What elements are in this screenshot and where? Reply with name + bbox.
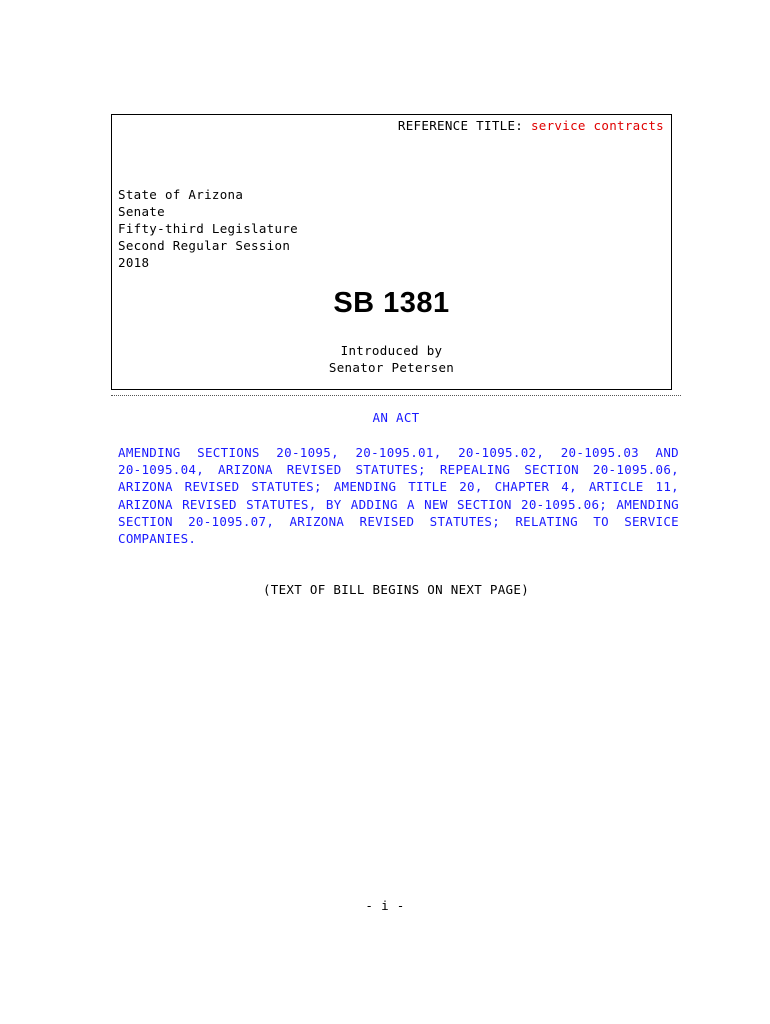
act-line: AMENDING SECTIONS 20-1095, 20-1095.01, 20-1095.02, 20-1095.03 AND: [118, 445, 679, 460]
session-name: Second Regular Session: [118, 238, 291, 253]
bill-number: SB 1381: [333, 287, 450, 319]
introduced-block: [112, 342, 671, 376]
text-begins-notice: (TEXT OF BILL BEGINS ON NEXT PAGE): [262, 582, 530, 597]
act-line: SECTION 20-1095.07, ARIZONA REVISED STATUTES; RELATING TO SERVICE: [118, 513, 679, 529]
reference-title: [398, 118, 664, 133]
act-line: ARIZONA REVISED STATUTES; AMENDING TITLE 20, CHAPTER 4, ARTICLE 11,: [118, 479, 679, 495]
act-description: [118, 444, 679, 547]
introduced-by-label: Introduced by: [340, 343, 443, 358]
state-name: State of Arizona: [118, 187, 244, 202]
bill-title-box: [111, 114, 672, 390]
sponsor-name: Senator Petersen: [328, 360, 455, 375]
page-number: - i -: [365, 898, 405, 913]
reference-title-value: service contracts: [530, 118, 664, 133]
legislature-info: [118, 186, 298, 271]
act-line: COMPANIES.: [118, 530, 197, 546]
legislature-name: Fifty-third Legislature: [118, 221, 298, 236]
chamber-name: Senate: [118, 204, 165, 219]
session-year: 2018: [118, 255, 150, 270]
act-line: ARIZONA REVISED STATUTES, BY ADDING A NEW SECTION 20-1095.06; AMENDING: [118, 496, 679, 512]
reference-title-label: REFERENCE TITLE:: [397, 118, 524, 133]
act-line: 20-1095.04, ARIZONA REVISED STATUTES; REPEALING SECTION 20-1095.06,: [118, 462, 679, 478]
act-heading: AN ACT: [372, 410, 420, 425]
divider: [111, 395, 681, 396]
